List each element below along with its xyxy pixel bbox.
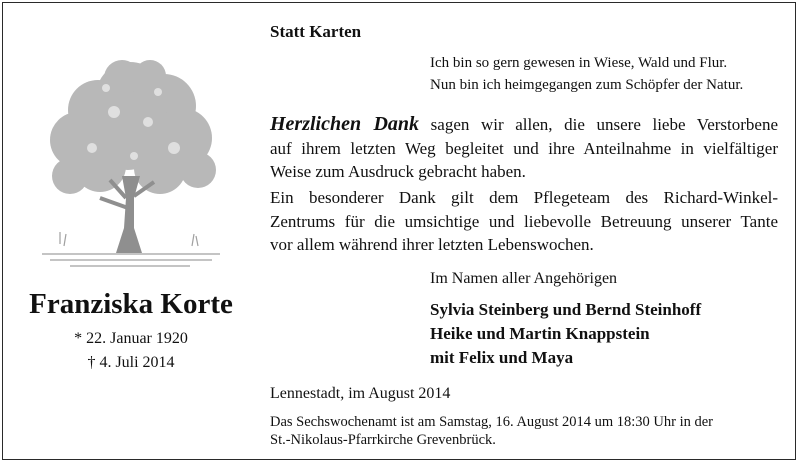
thanks-lead: Herzlichen Dank <box>270 113 420 135</box>
poem-line-1: Ich bin so gern gewesen in Wiese, Wald und Flur. <box>430 55 728 71</box>
death-date: † 4. Juli 2014 <box>87 354 175 371</box>
poem-line-2: Nun bin ich heimgegangen zum Schöpfer der Natur. <box>430 77 744 93</box>
statt-karten-heading: Statt Karten <box>270 22 362 41</box>
special-thanks-line-1: Ein besonderer Dank gilt dem Pflegeteam des Richard-Winkel- <box>270 188 778 207</box>
thanks-line-1 <box>270 113 778 137</box>
deceased-name: Franziska Korte <box>29 288 233 320</box>
thanks-paragraph <box>270 113 778 184</box>
special-thanks-line-2: Zentrums für die umsichtige und liebevolle Betreuung unserer Tante <box>270 211 778 231</box>
notice-line-2: St.-Nikolaus-Pfarrkirche Grevenbrück. <box>270 432 496 448</box>
place-date: Lennestadt, im August 2014 <box>270 385 451 402</box>
special-thanks-line-3: vor allem während ihrer letzten Lebenswochen. <box>270 235 594 254</box>
signature-intro: Im Namen aller Angehörigen <box>430 270 618 287</box>
signature-name-2: Heike und Martin Knappstein <box>430 324 650 343</box>
signature-name-1: Sylvia Steinberg und Bernd Steinhoff <box>430 300 702 319</box>
signature-name-3: mit Felix und Maya <box>430 348 574 367</box>
thanks-line-3: Weise zum Ausdruck gebracht haben. <box>270 162 526 181</box>
thanks-line-1-rest: sagen wir allen, die unsere liebe Verstorbene <box>430 115 778 134</box>
special-thanks-paragraph <box>270 186 778 257</box>
thanks-line-2: auf ihrem letzten Weg begleitet und ihre Anteilnahme in vielfältiger <box>270 138 778 158</box>
tree-illustration <box>30 48 230 278</box>
notice-line-1: Das Sechswochenamt ist am Samstag, 16. August 2014 um 18:30 Uhr in der <box>270 414 714 430</box>
birth-date: * 22. Januar 1920 <box>74 330 188 347</box>
